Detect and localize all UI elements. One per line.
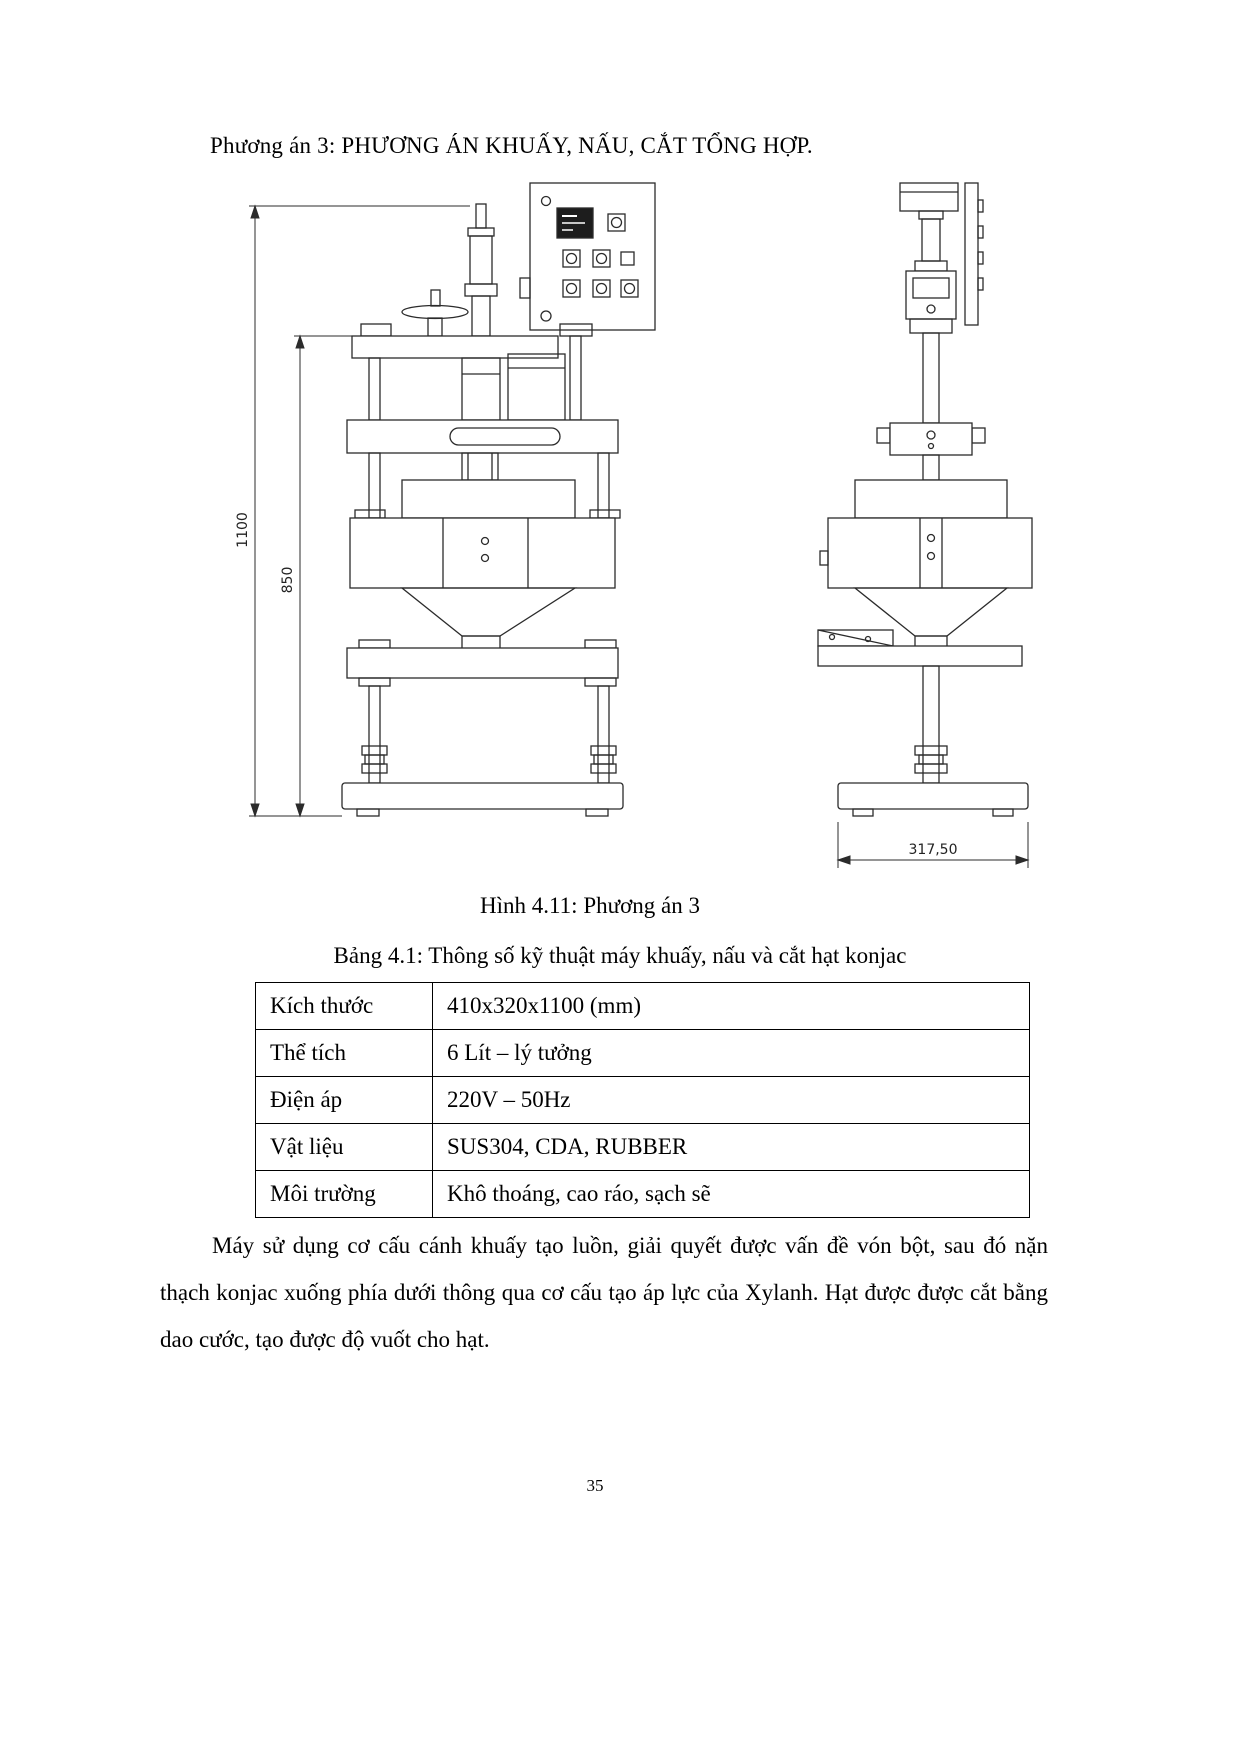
dimension-850 — [280, 336, 352, 816]
spec-label: Thể tích — [256, 1030, 433, 1077]
table-row — [256, 983, 1030, 1030]
spec-label: Vật liệu — [256, 1124, 433, 1171]
hopper-funnel — [402, 588, 575, 652]
section-heading: Phương án 3: PHƯƠNG ÁN KHUẤY, NẤU, CẮT TỔNG HỢP. — [210, 133, 813, 158]
side-view — [818, 183, 1032, 816]
mixing-tank — [350, 510, 620, 588]
spec-value: SUS304, CDA, RUBBER — [433, 1124, 1030, 1171]
machine-drawing — [165, 178, 1065, 878]
spec-label: Kích thước — [256, 983, 433, 1030]
page-number: 35 — [586, 1476, 604, 1495]
figure-caption: Hình 4.11: Phương án 3 — [480, 893, 700, 918]
table-row — [256, 1124, 1030, 1171]
table-row — [256, 1077, 1030, 1124]
handwheel — [402, 290, 468, 336]
control-panel — [520, 183, 655, 330]
spec-value: 220V – 50Hz — [433, 1077, 1030, 1124]
dim-label-317-50: 317,50 — [908, 842, 958, 858]
front-view — [342, 183, 655, 816]
table-row — [256, 1030, 1030, 1077]
body-paragraph: Máy sử dụng cơ cấu cánh khuấy tạo luồn, giải quyết được vấn đề vón bột, sau đó nặn thạch konjac xuống phía dưới thông qua cơ cấu tạo áp lực của Xylanh. Hạt được được cắt bằng dao cước, tạo được độ vuốt cho hạt. — [160, 1233, 1048, 1353]
dimension-317-50 — [838, 822, 1028, 868]
spec-table — [255, 982, 1030, 1218]
spec-value: 410x320x1100 (mm) — [433, 983, 1030, 1030]
spec-label: Điện áp — [256, 1077, 433, 1124]
dim-label-1100: 1100 — [235, 512, 251, 548]
spec-label: Môi trường — [256, 1171, 433, 1218]
spec-value: 6 Lít – lý tưởng — [433, 1030, 1030, 1077]
top-cylinder — [465, 204, 497, 336]
dim-label-850: 850 — [280, 566, 296, 594]
base-plate — [342, 783, 623, 816]
spec-value: Khô thoáng, cao ráo, sạch sẽ — [433, 1171, 1030, 1218]
table-row — [256, 1171, 1030, 1218]
table-caption: Bảng 4.1: Thông số kỹ thuật máy khuấy, nấu và cắt hạt konjac — [333, 943, 907, 968]
